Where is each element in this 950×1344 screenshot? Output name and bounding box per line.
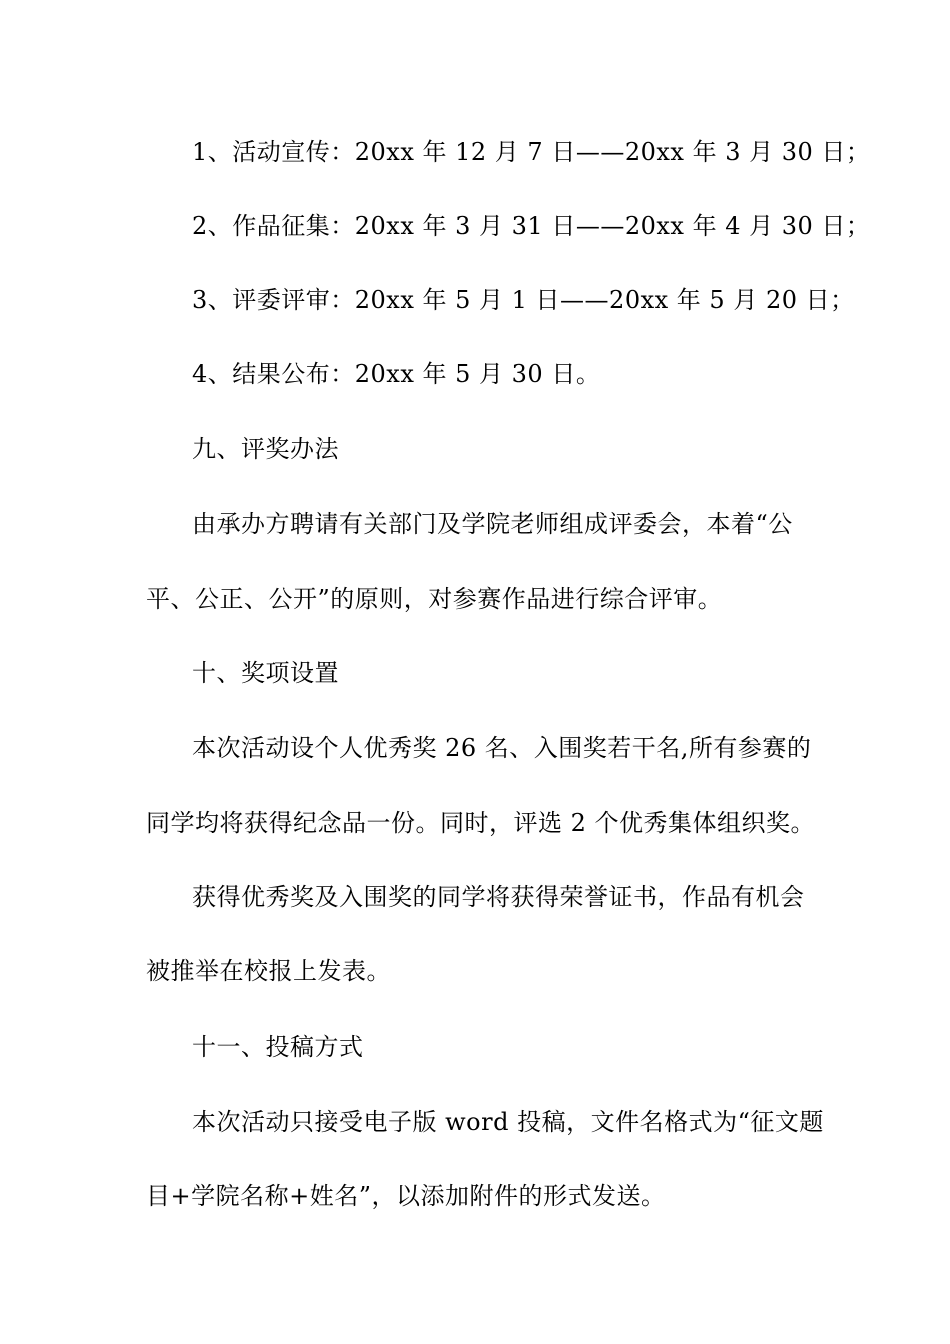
paragraph-certificate-line-1: 获得优秀奖及入围奖的同学将获得荣誉证书，作品有机会 bbox=[192, 883, 805, 911]
paragraph-certificate-line-2: 被推举在校报上发表。 bbox=[146, 957, 391, 985]
schedule-item-review: 3、评委评审：20xx 年 5 月 1 日——20xx 年 5 月 20 日； bbox=[192, 286, 855, 314]
paragraph-submission-line-1: 本次活动只接受电子版 word 投稿，文件名格式为“征文题 bbox=[192, 1108, 824, 1136]
schedule-item-collection: 2、作品征集：20xx 年 3 月 31 日——20xx 年 4 月 30 日； bbox=[192, 212, 871, 240]
section-heading-awards: 十、奖项设置 bbox=[192, 659, 339, 687]
paragraph-awards-line-1: 本次活动设个人优秀奖 26 名、入围奖若干名,所有参赛的 bbox=[192, 734, 812, 762]
paragraph-judging-line-1: 由承办方聘请有关部门及学院老师组成评委会，本着“公 bbox=[192, 510, 793, 538]
schedule-item-publicity: 1、活动宣传：20xx 年 12 月 7 日——20xx 年 3 月 30 日； bbox=[192, 138, 871, 166]
section-heading-submission: 十一、投稿方式 bbox=[192, 1033, 364, 1061]
schedule-item-announcement: 4、结果公布：20xx 年 5 月 30 日。 bbox=[192, 360, 601, 388]
section-heading-judging: 九、评奖办法 bbox=[192, 435, 339, 463]
paragraph-judging-line-2: 平、公正、公开”的原则，对参赛作品进行综合评审。 bbox=[146, 585, 723, 613]
paragraph-awards-line-2: 同学均将获得纪念品一份。同时，评选 2 个优秀集体组织奖。 bbox=[146, 809, 816, 837]
paragraph-submission-line-2: 目+学院名称+姓名”，以添加附件的形式发送。 bbox=[146, 1182, 666, 1210]
